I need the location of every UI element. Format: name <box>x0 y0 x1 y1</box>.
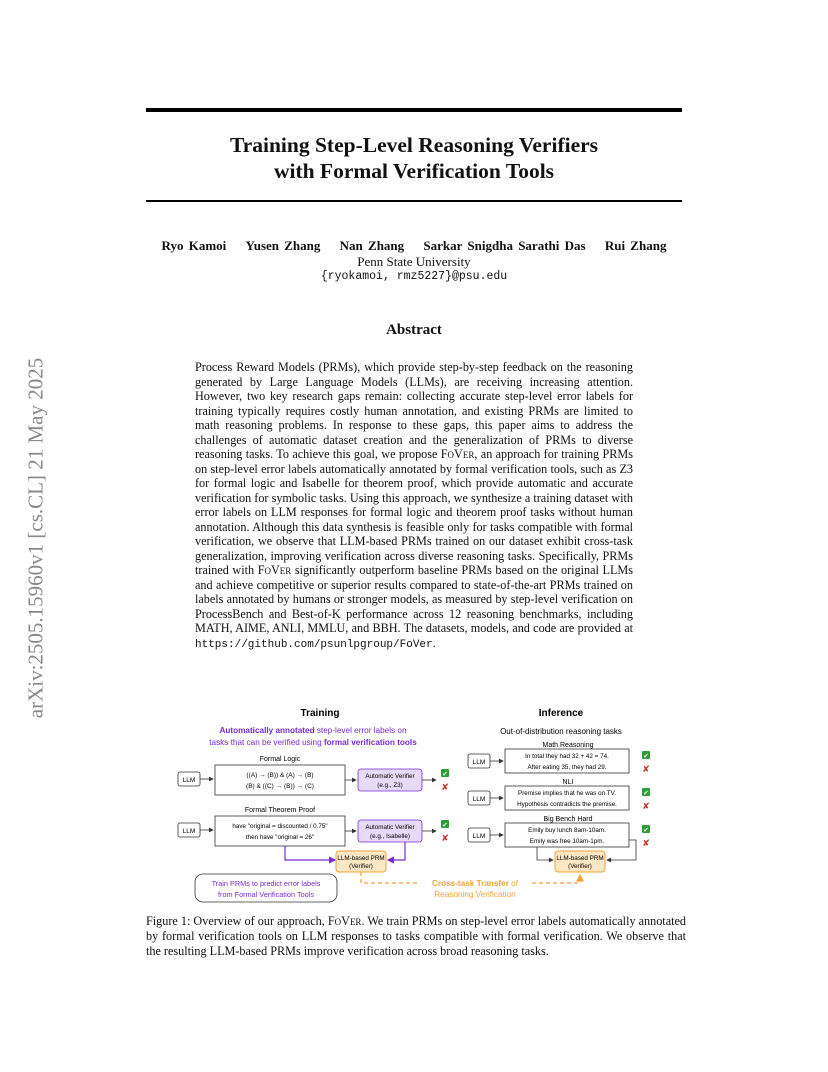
llm-label: LLM <box>182 777 196 784</box>
check-icon: ✔ <box>643 790 649 797</box>
bbh-task-label: Big Bench Hard <box>543 816 593 823</box>
verifier-label: Automatic Verifier <box>365 824 415 831</box>
abstract-text: , an approach for training PRMs on step-level error labels automatically annotated by formal verification tools, such as Z3 for formal logic and Isabelle for theorem proof, which provide automatic and accurate verification for symbolic tasks. Using this approach, we synthesize a training dataset with error labels on LLM responses for formal logic and theorem proof tasks without human annotation. Although this data synthesis is feasible only for tasks compatible with formal verification, we observe that LLM-based PRMs trained on our dataset exhibit cross-task generalization, improving verification across diverse reasoning tasks. Specifically, PRMs trained with <box>195 447 633 577</box>
abstract-body <box>195 360 633 652</box>
nli-step: Hypothesis contradicts the premise. <box>517 801 617 808</box>
formal-theorem-label: Formal Theorem Proof <box>244 807 316 814</box>
prm-label: LLM-based PRM <box>556 855 604 862</box>
prm-label: LLM-based PRM <box>337 855 385 862</box>
verifier-label: (e.g., Z3) <box>377 782 403 789</box>
author-name: Rui Zhang <box>604 238 667 253</box>
theorem-step: then have "original = 26" <box>245 834 315 841</box>
math-step: In total they had 32 + 42 = 74. <box>525 753 609 760</box>
llm-label: LLM <box>472 759 486 766</box>
method-name: FoVer <box>440 447 475 461</box>
llm-label: LLM <box>182 828 196 835</box>
theorem-step: have "original = discounted / 0.75" <box>232 823 328 830</box>
abstract-heading: Abstract <box>386 322 442 338</box>
check-icon: ✔ <box>442 771 448 778</box>
abstract-text: Process Reward Models (PRMs), which provide step-by-step feedback on the reasoning generated by Large Language Models (LLMs), are receiving increasing attention. However, two key research gaps remain: collecting accurate step-level error labels for training typically requires costly human annotation, and existing PRMs are limited to math reasoning problems. In response to these gaps, this paper aims to address the challenges of automatic dataset creation and the generalization of PRMs to diverse reasoning tasks. To achieve this goal, we propose <box>195 360 633 461</box>
caption-text: . We train PRMs on step-level error labels automatically annotated by formal verification tools on LLM responses to tasks compatible with formal verification. We observe that the resulting LLM-based PRMs improve verification across broad reasoning tasks. <box>146 914 686 958</box>
train-prm-note-text: from Formal Verification Tools <box>218 890 314 899</box>
train-prm-note-text: Train PRMs to predict error labels <box>211 879 321 888</box>
abstract-text: . <box>432 635 436 650</box>
figure-1-diagram <box>170 700 660 906</box>
caption-text: Figure 1: Overview of our approach, <box>146 914 328 928</box>
bbh-step: Emily buy lunch 8am-10am. <box>528 827 606 834</box>
author-email: {ryokamoi, rmz5227}@psu.edu <box>320 270 508 283</box>
formal-logic-step: ((A) → (B)) & (A) → (B) <box>246 772 314 779</box>
author-name: Yusen Zhang <box>245 238 321 253</box>
formal-logic-label: Formal Logic <box>259 756 301 763</box>
cross-task-transfer-label-2: Reasoning Verification <box>434 890 516 899</box>
author-name: Nan Zhang <box>339 238 405 253</box>
author-list <box>146 238 682 254</box>
method-name: FoVer <box>257 563 292 577</box>
code-url-link[interactable]: https://github.com/psunlpgroup/FoVer <box>195 638 433 651</box>
cross-task-transfer-label: Cross-task Transfer of <box>431 879 519 888</box>
title-line-1: Training Step-Level Reasoning Verifiers <box>229 133 599 157</box>
check-icon: ✔ <box>643 827 649 834</box>
cross-icon: ✘ <box>642 764 650 774</box>
check-icon: ✔ <box>643 753 649 760</box>
check-icon: ✔ <box>442 822 448 829</box>
llm-label: LLM <box>472 796 486 803</box>
training-heading: Training <box>300 708 340 719</box>
prm-label: (Verifier) <box>349 863 373 870</box>
math-task-label: Math Reasoning <box>542 742 594 749</box>
bbh-step: Emily was free 10am-1pm. <box>529 838 605 845</box>
verifier-label: (e.g., Isabelle) <box>370 833 410 840</box>
author-name: Sarkar Snigdha Sarathi Das <box>423 238 586 253</box>
title-top-rule <box>146 108 682 112</box>
cross-icon: ✘ <box>642 801 650 811</box>
cross-icon: ✘ <box>441 782 449 792</box>
author-name: Ryo Kamoi <box>161 238 227 253</box>
title-bottom-rule <box>146 200 682 202</box>
nli-step: Premise implies that he was on TV. <box>518 790 616 797</box>
title-line-2: with Formal Verification Tools <box>273 159 555 183</box>
method-name: FoVer <box>327 914 362 928</box>
affiliation: Penn State University <box>357 254 471 269</box>
arxiv-identifier: arXiv:2505.15960v1 [cs.CL] 21 May 2025 <box>23 357 48 719</box>
formal-logic-steps-box <box>215 765 345 795</box>
llm-label: LLM <box>472 833 486 840</box>
math-step: After eating 35, they had 29. <box>527 764 607 771</box>
prm-label: (Verifier) <box>568 863 592 870</box>
inference-heading: Inference <box>538 708 584 719</box>
formal-logic-step: (B) & ((C) → (B)) → (C) <box>246 783 314 790</box>
paper-title <box>146 132 682 184</box>
cross-icon: ✘ <box>642 838 650 848</box>
auto-annotation-note-2: tasks that can be verified using formal verification tools <box>209 738 417 747</box>
abstract-text: significantly outperform baseline PRMs based on the original LLMs and achieve competitive or superior results compared to state-of-the-art PRMs trained on labels annotated by humans or stronger models, as measured by step-level verification on ProcessBench and Best-of-K performance across 12 reasoning benchmarks, including MATH, AIME, ANLI, MMLU, and BBH. The datasets, models, and code are provided at <box>195 563 633 635</box>
theorem-steps-box <box>215 816 345 846</box>
ood-heading: Out-of-distribution reasoning tasks <box>500 727 622 736</box>
auto-annotation-note: Automatically annotated step-level error labels on <box>219 726 407 735</box>
figure-caption <box>146 914 686 959</box>
nli-task-label: NLI <box>562 779 574 786</box>
cross-icon: ✘ <box>441 833 449 843</box>
verifier-label: Automatic Verifier <box>365 773 415 780</box>
